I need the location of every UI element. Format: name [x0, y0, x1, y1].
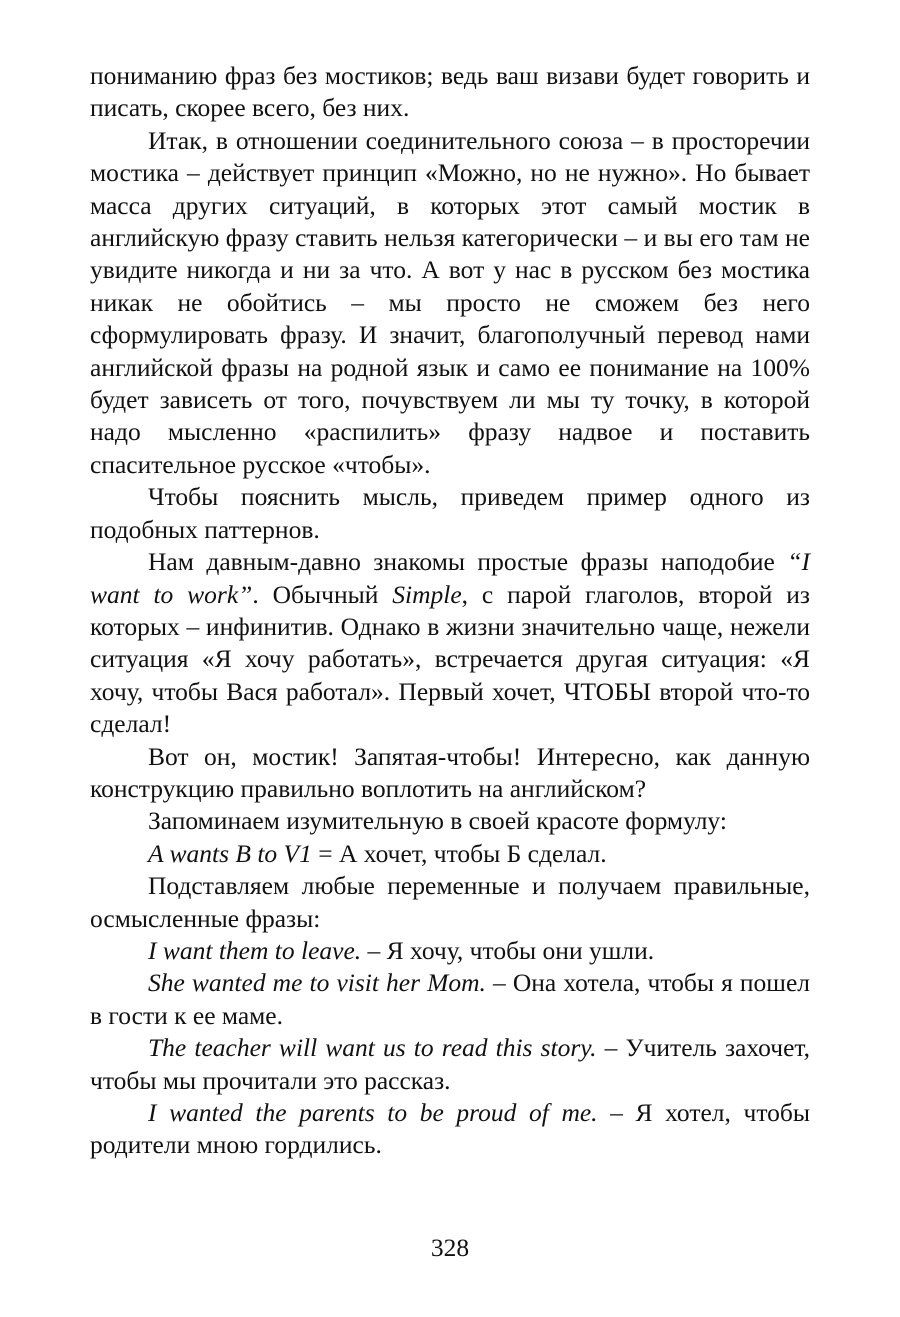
paragraph [90, 870, 810, 935]
english-example-text: I wanted the parents to be proud of me. [148, 1098, 598, 1127]
english-example-text: She wanted me to visit her Mom. [148, 968, 486, 998]
english-example-text: A wants B to V1 [148, 838, 312, 868]
page-number: 328 [430, 1233, 470, 1262]
paragraph-text: Чтобы пояснить мысль, приведем пример одного из подобных паттернов. [90, 482, 810, 544]
paragraph [90, 935, 810, 967]
paragraph-text: Запоминаем изумительную в своей красоте формулу: [148, 806, 727, 836]
paragraph-text: – Я хочу, чтобы они ушли. [361, 935, 655, 965]
paragraph-text: = А хочет, чтобы Б сделал. [311, 838, 607, 868]
paragraph-text: – Она хотела, чтобы я пошел в гости к ее маме. [90, 968, 810, 1030]
paragraph [90, 60, 810, 125]
page-body [90, 60, 810, 1162]
english-example-text: I want them to leave. [148, 935, 362, 965]
paragraph-text: . Обычный [252, 579, 393, 609]
paragraph [90, 481, 810, 546]
paragraph [90, 741, 810, 806]
paragraph [90, 546, 810, 740]
paragraph [90, 967, 810, 1032]
paragraph [90, 1032, 810, 1097]
paragraph-text: Нам давным-давно знакомы простые фразы наподобие [148, 547, 788, 577]
english-example-text: Simple [392, 579, 462, 609]
paragraph-text: – Учитель захочет, чтобы мы прочитали это рассказ. [90, 1033, 810, 1095]
paragraph [90, 1097, 810, 1162]
paragraph-text: – Я хотел, чтобы родители мною гордились. [90, 1098, 810, 1160]
english-example-text: The teacher will want us to read this story. [148, 1033, 597, 1063]
paragraph-text: Вот он, мостик! Запятая-чтобы! Интересно, как данную конструкцию правильно воплотить на английском? [90, 741, 810, 803]
paragraph-text: пониманию фраз без мостиков; ведь ваш визави будет говорить и писать, скорее всего, без них. [90, 61, 810, 123]
paragraph-text: , с парой глаголов, второй из которых – инфинитив. Однако в жизни значительно чаще, нежели ситуация «Я хочу работать», встречается другая ситуация: «Я хочу, чтобы Вася работал». Первый хочет, ЧТОБЫ второй что-то сделал! [90, 579, 810, 739]
paragraph [90, 125, 810, 481]
paragraph-text: Итак, в отношении соединительного союза – в просторечии мостика – действует принцип «Можно, но не нужно». Но бывает масса других ситуаций, в которых этот самый мостик в английскую фразу ставить нельзя категорически – и вы его там не увидите никогда и ни за что. А вот у нас в русском без мостика никак не обойтись – мы просто не сможем без него сформулировать фразу. И значит, благополучный перевод нами английской фразы на родной язык и само ее понимание на 100% будет зависеть от того, почувствуем ли мы ту точку, в которой надо мысленно «распилить» фразу надвое и поставить спасительное русское «чтобы». [90, 125, 810, 479]
paragraph [90, 838, 810, 870]
paragraph [90, 805, 810, 837]
paragraph-text: Подставляем любые переменные и получаем правильные, осмысленные фразы: [90, 871, 810, 933]
english-example-text: “I want to work” [90, 547, 810, 609]
